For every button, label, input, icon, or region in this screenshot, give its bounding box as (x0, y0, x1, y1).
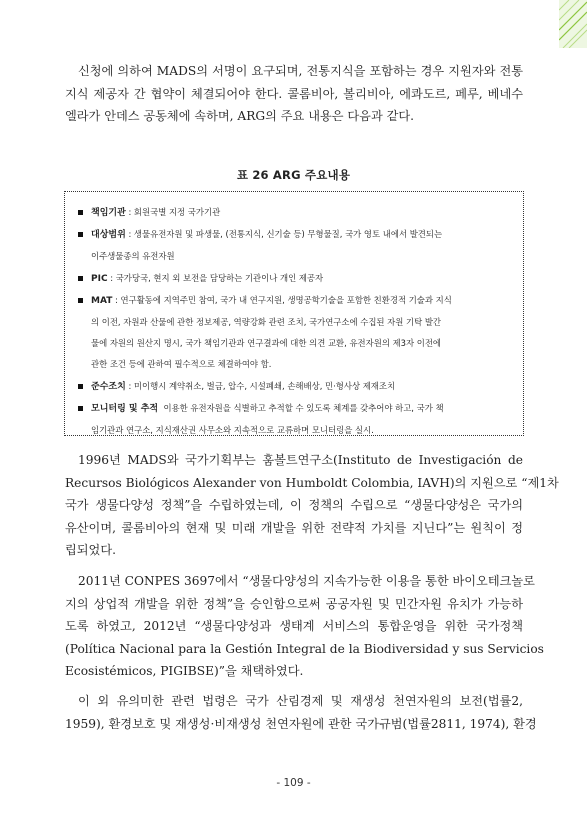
item-text: : 생물유전자원 및 파생물, (전통지식, 신기술 등) 무형물질, 국가 영토 내에서 발견되는 (128, 229, 443, 240)
item-text: 관한 조건 등에 관하여 필수적으로 체결하여야 함. (91, 359, 272, 370)
item-text: 이용한 유전자원을 식별하고 추적할 수 있도록 체계를 갖추어야 하고, 국가 책 (163, 402, 444, 413)
list-item-monitoring (77, 398, 511, 441)
item-term: 대상범위 (91, 230, 126, 241)
paragraph-2011-conpes (65, 570, 544, 683)
text-line: 국가 생물다양성 정책”을 수립하였는데, 이 정책의 수립으로 “생물다양성은 국가의 (65, 498, 523, 513)
text-line: 지의 상업적 개발을 위한 정책”을 승인함으로써 공공자원 및 민간자원 유치가 가능하 (65, 596, 523, 611)
text-line: Recursos Biológicos Alexander von Humboldt Colombia, IAVH)의 지원으로 “제1차 (65, 475, 559, 490)
list-item-mat (77, 290, 511, 376)
text-line: 유산이며, 콜롬비아의 현재 및 미래 개발을 위한 전략적 가치를 지닌다”는 원칙이 정 (65, 520, 523, 535)
item-term: 준수조치 (91, 381, 126, 392)
item-text: 물에 자원의 원산지 명시, 국가 책임기관과 연구결과에 대한 의견 교환, 유전자원의 제3자 이전에 (91, 338, 442, 349)
list-item-scope (77, 224, 511, 267)
item-term: PIC (91, 273, 108, 284)
paragraph-intro (65, 60, 523, 128)
text-line: 립되었다. (65, 543, 116, 558)
list-item-responsible-agency (77, 202, 511, 224)
text-line: 엘라가 안데스 공동체에 속하며, ARG의 주요 내용은 다음과 같다. (65, 109, 415, 124)
paragraph-1996-policy (65, 449, 559, 562)
text-line: 이 외 유의미한 관련 법령은 국가 산림경제 및 재생성 천연자원의 보전(법률2, (78, 694, 523, 708)
corner-decoration (559, 0, 587, 48)
item-text: 이주생물종의 유전자원 (91, 251, 175, 262)
text-line: (Política Nacional para la Gestión Integral de la Biodiversidad y sus Servicios (65, 641, 544, 656)
item-term: 모니터링 및 추적 (91, 403, 159, 414)
text-line: 1959), 환경보호 및 재생성·비재생성 천연자원에 관한 국가규범(법률2811, 1974), 환경 (65, 716, 537, 731)
text-line: Ecosistémicos, PIGIBSE)”을 채택하였다. (65, 664, 304, 679)
item-text: 의 이전, 자원과 산물에 관한 정보제공, 역량강화 관련 조치, 국가연구소에 수집된 자원 기탁 발간 (91, 317, 442, 328)
text-line: 지식 제공자 간 협약이 체결되어야 한다. 콜롬비아, 볼리비아, 에콰도르, 페루, 베네수 (65, 86, 523, 101)
text-line: 신청에 의하여 MADS의 서명이 요구되며, 전통지식을 포함하는 경우 지원자와 전통 (78, 64, 523, 78)
item-text: : 국가당국, 현지 외 보전을 담당하는 기관이나 개인 제공자 (110, 272, 324, 283)
square-bullet-icon (78, 210, 83, 215)
paragraph-related-laws (65, 690, 537, 735)
text-line: 도록 하였고, 2012년 “생물다양성과 생태계 서비스의 통합운영을 위한 국가정책 (65, 619, 523, 634)
arg-item-list (77, 202, 511, 441)
text-line: 2011년 CONPES 3697에서 “생물다양성의 지속가능한 이용을 통한 바이오테크놀로 (78, 574, 535, 588)
item-text: : 회원국별 지정 국가기관 (128, 207, 221, 217)
page-number: - 109 - (276, 777, 311, 789)
item-text: : 연구활동에 지역주민 참여, 국가 내 연구지원, 생명공학기술을 포함한 친환경적 기술과 지식 (115, 294, 452, 305)
square-bullet-icon (78, 298, 83, 303)
item-text: 임기관과 연구소, 지식재산권 사무소와 지속적으로 교류하며 모니터링을 실시. (91, 425, 374, 436)
list-item-pic (77, 268, 511, 290)
item-term: MAT (91, 295, 113, 306)
square-bullet-icon (78, 276, 83, 281)
square-bullet-icon (78, 406, 83, 411)
list-item-compliance (77, 376, 511, 398)
item-text: : 미이행시 계약취소, 벌금, 압수, 시설폐쇄, 손해배상, 민·형사상 제재조치 (128, 380, 396, 391)
arg-summary-box (64, 191, 524, 436)
text-line: 1996년 MADS와 국가기획부는 훔볼트연구소(Instituto de Investigación de (78, 453, 523, 467)
square-bullet-icon (78, 384, 83, 389)
table-title: 표 26 ARG 주요내용 (236, 168, 351, 182)
item-term: 책임기관 (91, 208, 126, 218)
square-bullet-icon (78, 232, 83, 237)
